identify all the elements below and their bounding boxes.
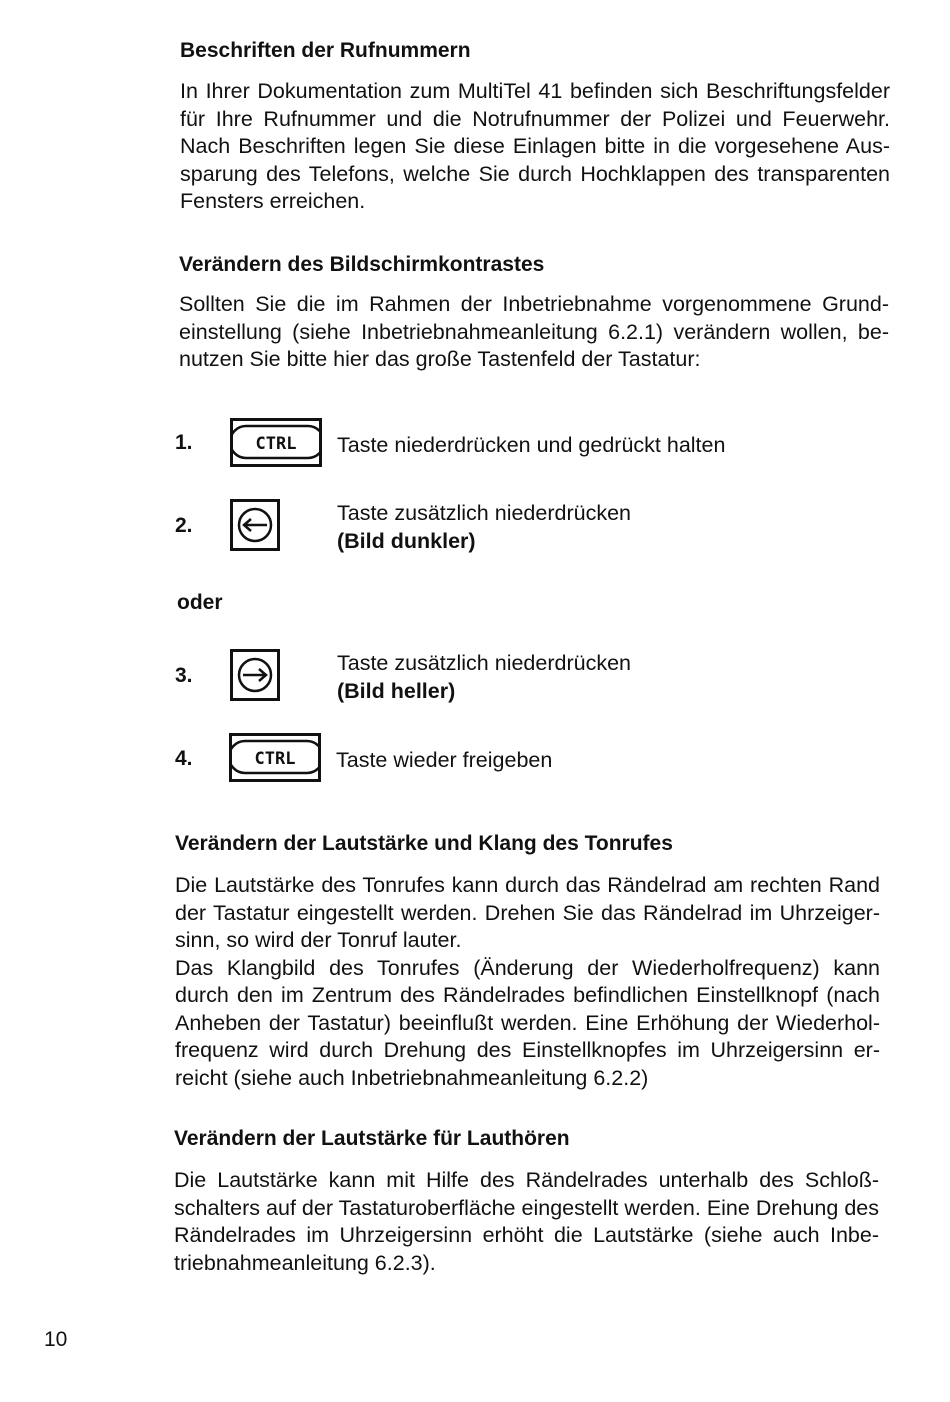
arrow-left-key-icon xyxy=(230,499,280,551)
text-line: sparung des Telefons, welche Sie durch Hochklappen des transparenten xyxy=(180,161,890,186)
step-number: 1. xyxy=(175,431,193,454)
text-line: Die Lautstärke kann mit Hilfe des Rändelrades unterhalb des Schloß- xyxy=(174,1168,879,1192)
ctrl-key-icon xyxy=(229,733,321,783)
step-number: 2. xyxy=(175,514,193,537)
section-numbers xyxy=(180,37,890,216)
arrow-right-key-icon xyxy=(230,649,280,701)
step-text: Taste niederdrücken und gedrückt halten xyxy=(337,433,726,457)
step-text: Taste zusätzlich niederdrücken xyxy=(337,651,631,675)
text-line: Nach Beschriften legen Sie diese Einlagen bitte in die vorgesehene Aus- xyxy=(180,134,890,158)
text-line: Das Klangbild des Tonrufes (Änderung der Wiederholfrequenz) kann xyxy=(175,955,880,980)
section-contrast xyxy=(179,251,889,374)
section-body xyxy=(179,291,889,374)
text-line: nutzen Sie bitte hier das große Tastenfeld der Tastatur: xyxy=(179,347,701,371)
section-body xyxy=(175,872,880,1092)
section-ring-volume xyxy=(175,830,880,1092)
section-title: Verändern der Lautstärke und Klang des Tonrufes xyxy=(175,832,673,855)
step-emphasis: (Bild dunkler) xyxy=(337,529,476,553)
text-line: Rändelrades im Uhrzeigersinn erhöht die Lautstärke (siehe auch Inbe- xyxy=(174,1223,879,1247)
section-title: Verändern des Bildschirmkontrastes xyxy=(179,253,545,276)
svg-text:CTRL: CTRL xyxy=(254,749,296,769)
step-text: Taste zusätzlich niederdrücken xyxy=(337,501,631,525)
text-line: durch den im Zentrum des Rändelrades befindlichen Einstellknopf (nach xyxy=(175,983,880,1007)
text-line: Die Lautstärke des Tonrufes kann durch das Rändelrad am rechten Rand xyxy=(175,873,880,897)
step-number: 3. xyxy=(175,664,193,687)
oder-label: oder xyxy=(177,591,223,614)
text-line: einstellung (siehe Inbetriebnahmeanleitung 6.2.1) verändern wollen, be- xyxy=(179,319,889,344)
step-3 xyxy=(175,647,875,707)
step-text: Taste wieder freigeben xyxy=(336,748,553,772)
ctrl-key-icon xyxy=(230,418,322,468)
section-title: Verändern der Lautstärke für Lauthören xyxy=(174,1127,570,1150)
step-text-group xyxy=(337,649,631,705)
text-line: Sollten Sie die im Rahmen der Inbetriebnahme vorgenommene Grund- xyxy=(179,292,889,316)
section-body xyxy=(180,78,890,216)
text-line: Fensters erreichen. xyxy=(180,189,366,213)
page-number: 10 xyxy=(44,1328,68,1351)
text-line: In Ihrer Dokumentation zum MultiTel 41 befinden sich Beschriftungsfelder xyxy=(180,79,890,103)
step-1 xyxy=(175,418,875,478)
step-2 xyxy=(175,497,875,557)
svg-text:CTRL: CTRL xyxy=(255,434,297,454)
text-line: sinn, so wird der Tonruf lauter. xyxy=(175,928,462,952)
section-title: Beschriften der Rufnummern xyxy=(180,39,471,62)
text-line: für Ihre Rufnummer und die Notrufnummer der Polizei und Feuerwehr. xyxy=(180,106,890,131)
text-line: triebnahmeanleitung 6.2.3). xyxy=(174,1250,436,1275)
section-speaker-volume xyxy=(174,1125,879,1277)
step-4 xyxy=(175,733,875,793)
step-text-group xyxy=(337,499,631,555)
section-body xyxy=(174,1167,879,1277)
text-line: der Tastatur eingestellt werden. Drehen Sie das Rändelrad im Uhrzeiger- xyxy=(175,900,880,925)
text-line: reicht (siehe auch Inbetriebnahmeanleitung 6.2.2) xyxy=(175,1065,649,1090)
text-line: frequenz wird durch Drehung des Einstellknopfes im Uhrzeigersinn er- xyxy=(175,1038,880,1062)
step-emphasis: (Bild heller) xyxy=(337,679,456,703)
step-number: 4. xyxy=(175,747,193,770)
text-line: Anheben der Tastatur) beeinflußt werden. Eine Erhöhung der Wiederhol- xyxy=(175,1010,880,1035)
text-line: schalters auf der Tastaturoberfläche eingestellt werden. Eine Drehung des xyxy=(174,1195,879,1220)
